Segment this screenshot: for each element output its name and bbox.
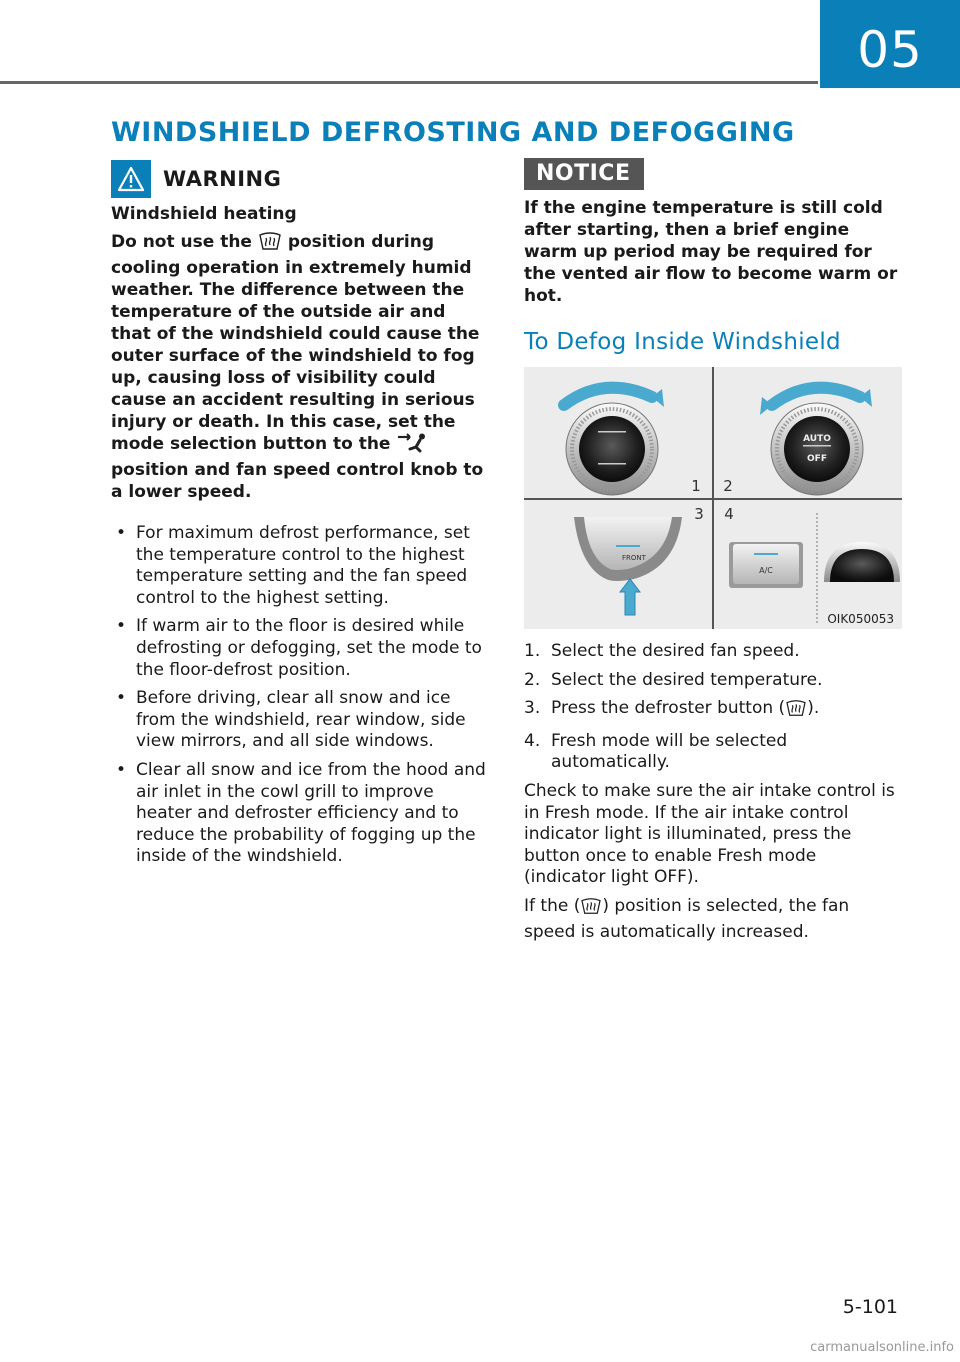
warning-text-3: position and fan speed control knob to a lower speed. — [111, 460, 484, 502]
watermark: carmanualsonline.info — [810, 1340, 954, 1355]
ac-button — [729, 542, 803, 588]
panel-number-2: 2 — [723, 477, 733, 495]
subsection-title: To Defog Inside Windshield — [524, 329, 841, 355]
section-title: WINDSHIELD DEFROSTING AND DEFOGGING — [111, 117, 795, 148]
step-number: 2. — [524, 669, 541, 690]
figure-illustration — [524, 367, 902, 629]
climate-control-figure — [524, 367, 902, 629]
list-item: • Before driving, clear all snow and ice from the windshield, rear window, side view mirrors, and all side windows. — [111, 688, 486, 753]
panel-number-3: 3 — [694, 505, 704, 523]
list-item — [524, 731, 902, 774]
list-item — [524, 698, 902, 724]
list-item: • Clear all snow and ice from the hood and air inlet in the cowl grill to improve heater and defroster efficiency and to reduce the probability of fogging up the inside of the windshield. — [111, 760, 486, 868]
figure-label-off: OFF — [807, 454, 827, 464]
warning-text-1: Do not use the — [111, 232, 252, 252]
defrost-icon — [785, 699, 807, 724]
step-text: ). — [807, 698, 820, 719]
step-number: 4. — [524, 730, 541, 751]
tips-list — [111, 523, 486, 868]
warning-label: WARNING — [163, 167, 282, 191]
defrost-icon — [258, 231, 282, 257]
paragraph-fresh-mode: Check to make sure the air intake control is in Fresh mode. If the air intake control indicator light is illuminated, press the button once to enable Fresh mode (indicator light OFF). — [524, 780, 895, 888]
paragraph-fan-speed — [524, 896, 902, 943]
mode-floor-defrost-icon — [396, 433, 430, 459]
figure-label-front: FRONT — [622, 554, 646, 562]
warning-subtitle: Windshield heating — [111, 204, 297, 224]
warning-header — [111, 160, 486, 198]
figure-label-auto: AUTO — [803, 434, 831, 444]
step-text: Select the desired fan speed. — [551, 641, 800, 661]
paragraph-text: If the ( — [524, 895, 581, 916]
step-text: Fresh mode will be selected automatically. — [551, 730, 788, 773]
panel-number-1: 1 — [691, 477, 701, 495]
list-item: • For maximum defrost performance, set the temperature control to the highest temperature setting and the fan speed control to the highest setting. — [111, 523, 486, 609]
right-column — [524, 158, 902, 950]
notice-label: NOTICE — [524, 158, 644, 190]
defrost-icon — [580, 897, 602, 922]
figure-label-ac: A/C — [759, 566, 773, 575]
left-column — [111, 160, 486, 875]
warning-body — [111, 231, 486, 503]
paragraph-text: ) position is selected, the fan speed is automatically increased. — [524, 895, 850, 942]
panel-number-4: 4 — [724, 505, 734, 523]
figure-code: OIK050053 — [827, 612, 894, 626]
step-text: Press the defroster button ( — [551, 698, 786, 719]
step-text: Select the desired temperature. — [551, 669, 823, 690]
page-number: 5-101 — [842, 1296, 898, 1318]
step-number: 1. — [524, 641, 541, 661]
notice-body: If the engine temperature is still cold after starting, then a brief engine warm up period may be required for the vented air flow to become warm or hot. — [524, 198, 898, 306]
list-item — [524, 670, 902, 692]
chapter-tab: 05 — [820, 0, 960, 88]
warning-triangle-icon — [111, 160, 151, 198]
header-rule — [0, 81, 818, 84]
steps-list — [524, 641, 902, 774]
list-item: • If warm air to the floor is desired while defrosting or defogging, set the mode to the floor-defrost position. — [111, 616, 486, 681]
list-item — [524, 641, 902, 663]
warning-text-2: position during cooling operation in extremely humid weather. The difference between the temperature of the outside air and that of the windshield could cause the outer surface of the windshield to fog up, causing loss of visibility could cause an accident resulting in serious injury or death. In this case, set the mode selection button to the — [111, 232, 480, 454]
step-number: 3. — [524, 698, 541, 719]
